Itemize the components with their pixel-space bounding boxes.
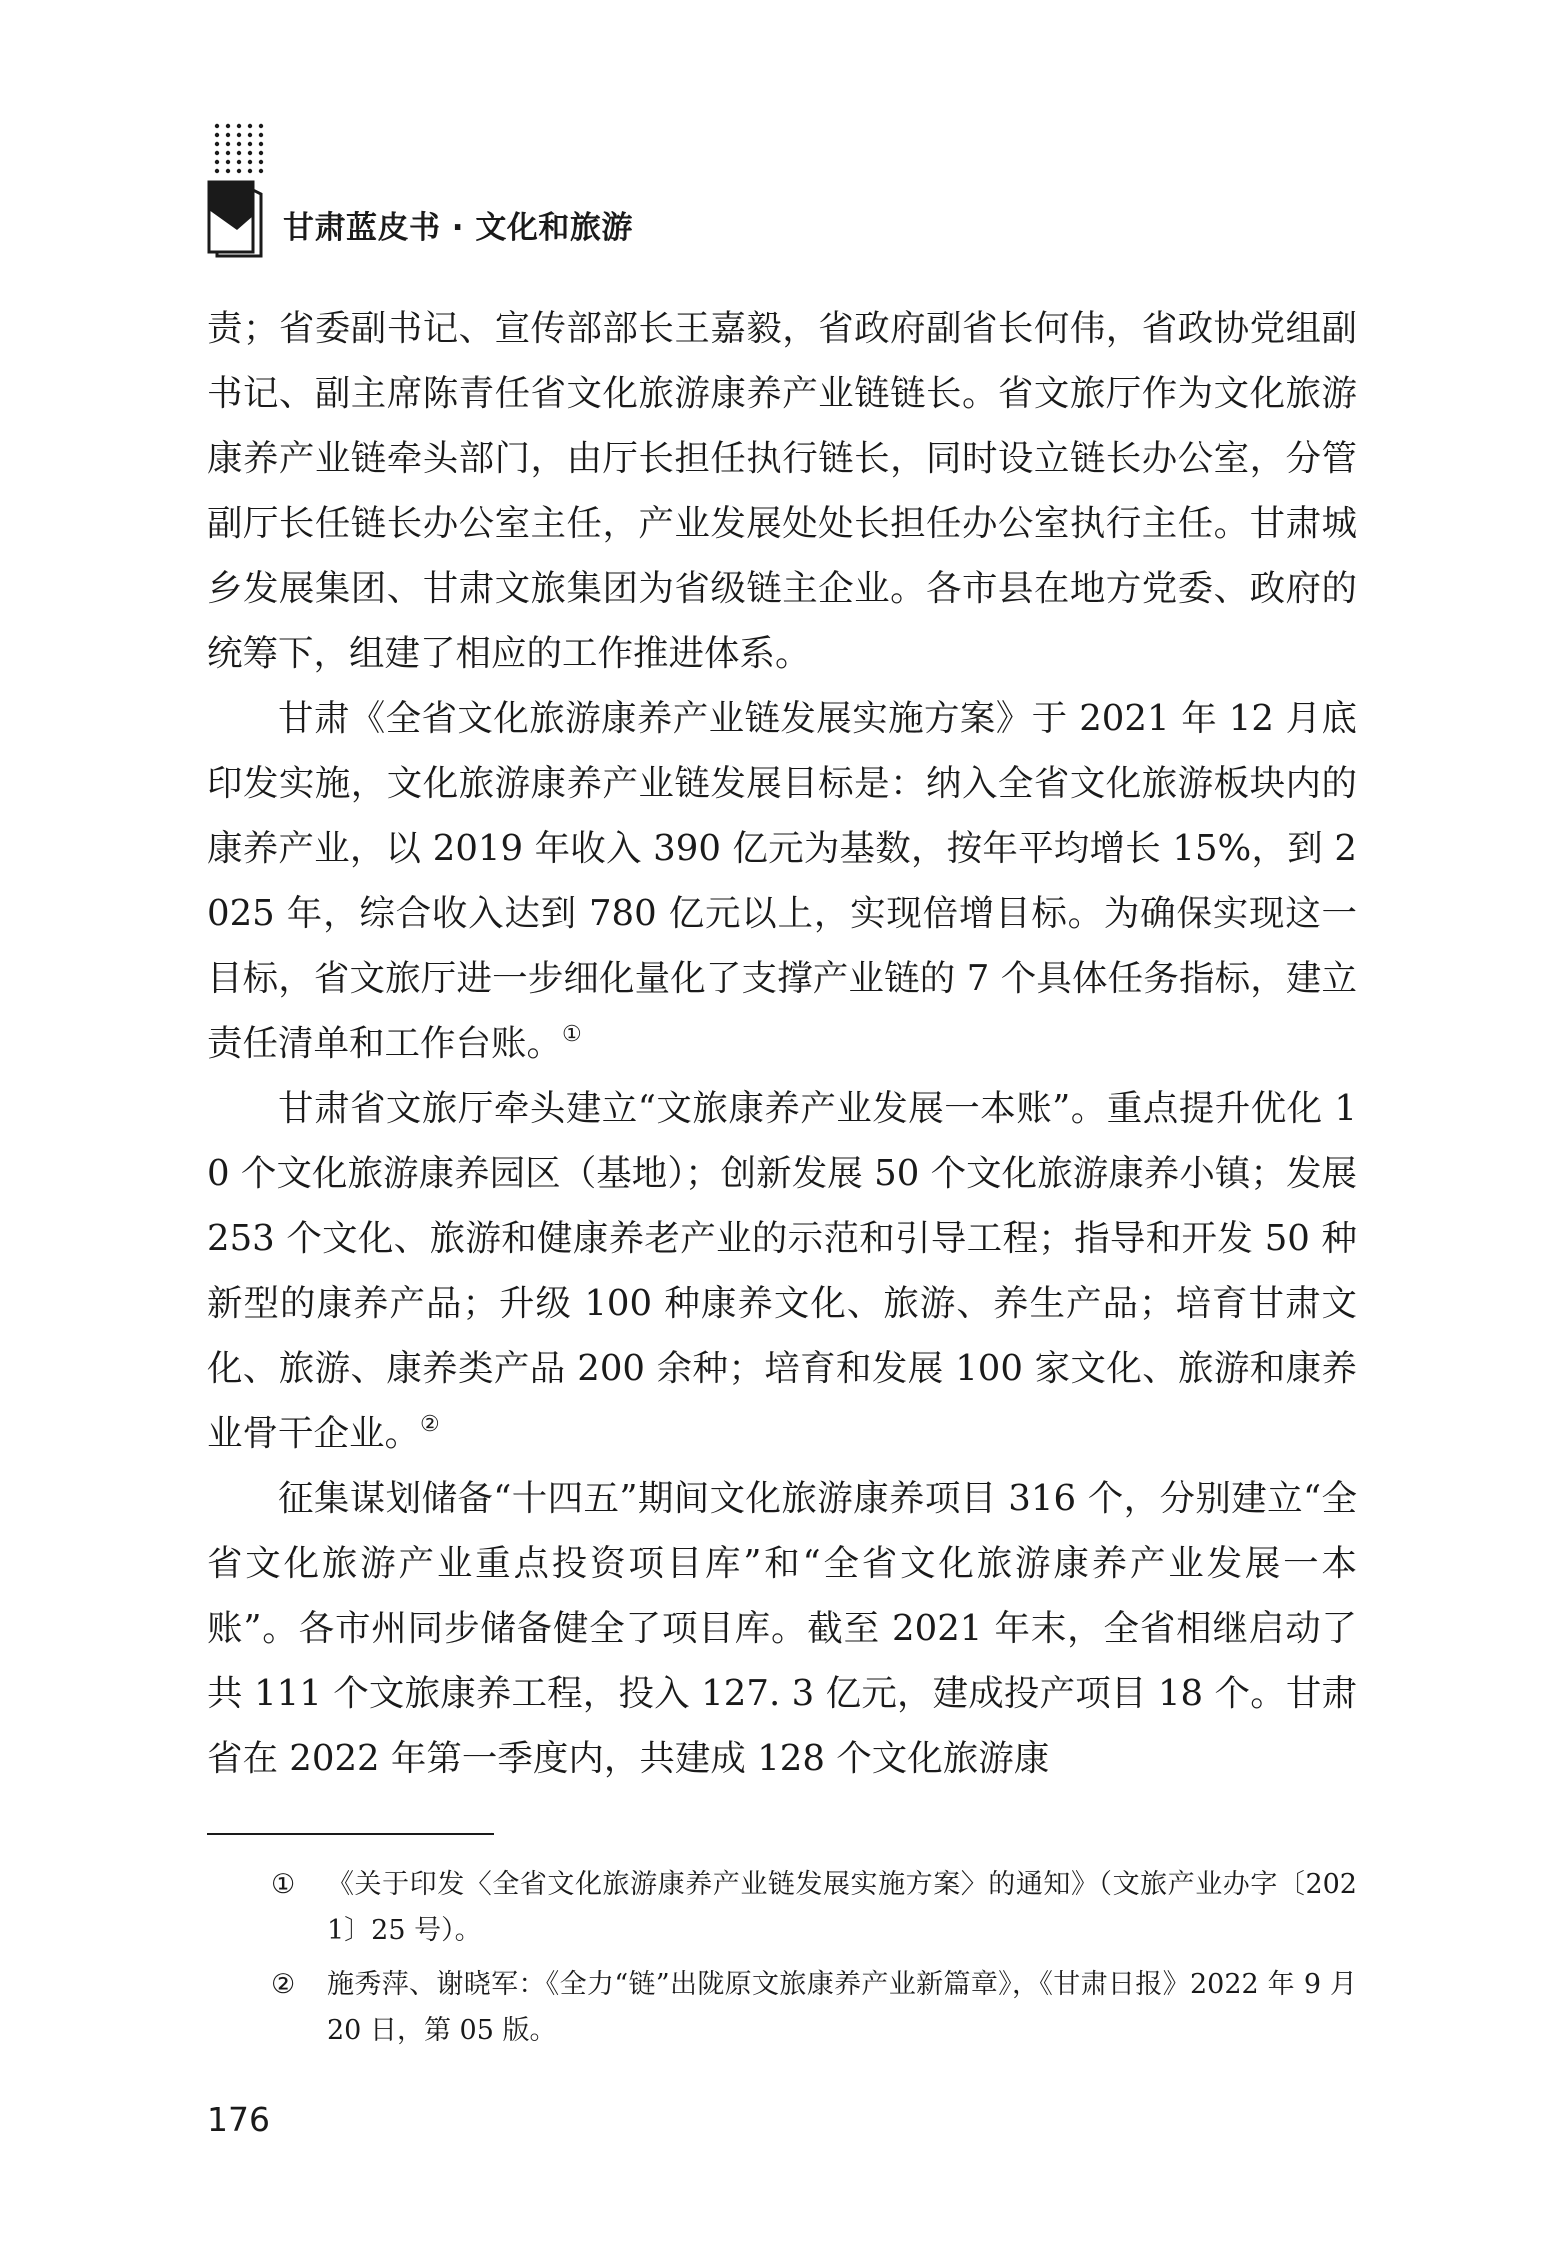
paragraph-text: 甘肃省文旅厅牵头建立“文旅康养产业发展一本账”。重点提升优化 10 个文化旅游康养园区（基地）；创新发展 50 个文化旅游康养小镇；发展 253 个文化、旅游和健康养老产业的示范和引导工程；指导和开发 50 种新型的康养产品；升级 100 种康养文化、旅游、养生产品；培育甘肃文化、旅游、康养类产品 200 余种；培育和发展 100 家文化、旅游和康养业骨干企业。 bbox=[207, 1088, 1357, 1454]
paragraph-text: 责；省委副书记、宣传部部长王嘉毅，省政府副省长何伟，省政协党组副书记、副主席陈青任省文化旅游康养产业链链长。省文旅厅作为文化旅游康养产业链牵头部门，由厅长担任执行链长，同时设立链长办公室，分管副厅长任链长办公室主任，产业发展处处长担任办公室执行主任。甘肃城乡发展集团、甘肃文旅集团为省级链主企业。各市县在地方党委、政府的统筹下，组建了相应的工作推进体系。 bbox=[207, 308, 1357, 674]
paragraph-text: 甘肃《全省文化旅游康养产业链发展实施方案》于 2021 年 12 月底印发实施，文化旅游康养产业链发展目标是：纳入全省文化旅游板块内的康养产业，以 2019 年收入 390 亿元为基数，按年平均增长 15%，到 2025 年，综合收入达到 780 亿元以上，实现倍增目标。为确保实现这一目标，省文旅厅进一步细化量化了支撑产业链的 7 个具体任务指标，建立责任清单和工作台账。 bbox=[207, 698, 1357, 1064]
folded-book-icon bbox=[207, 180, 265, 258]
footnote-divider bbox=[207, 1833, 494, 1835]
footnote-ref[interactable]: ② bbox=[420, 1412, 440, 1437]
dot-grid-icon bbox=[213, 122, 267, 176]
page-number: 176 bbox=[207, 2100, 270, 2139]
footnote-text: 《关于印发〈全省文化旅游康养产业链发展实施方案〉的通知》（文旅产业办字〔2021〕25 号）。 bbox=[327, 1869, 1357, 1946]
footnotes bbox=[207, 1862, 1357, 2062]
paragraph-text: 征集谋划储备“十四五”期间文化旅游康养项目 316 个，分别建立“全省文化旅游产业重点投资项目库”和“全省文化旅游康养产业发展一本账”。各市州同步储备健全了项目库。截至 2021 年末，全省相继启动了共 111 个文旅康养工程，投入 127. 3 亿元，建成投产项目 18 个。甘肃省在 2022 年第一季度内，共建成 128 个文化旅游康 bbox=[207, 1478, 1357, 1779]
body-text bbox=[207, 296, 1357, 1791]
footnote-mark: ① bbox=[271, 1869, 296, 1900]
paragraph bbox=[207, 1466, 1357, 1791]
footnote-ref[interactable]: ① bbox=[562, 1022, 582, 1047]
footnote-item bbox=[207, 1862, 1357, 1954]
footnote-mark: ② bbox=[271, 1969, 296, 2000]
footnote-text: 施秀萍、谢晓军：《全力“链”出陇原文旅康养产业新篇章》，《甘肃日报》2022 年 9 月 20 日，第 05 版。 bbox=[327, 1969, 1357, 2046]
header-title: 甘肃蓝皮书 · 文化和旅游 bbox=[283, 210, 633, 246]
footnote-item bbox=[207, 1962, 1357, 2054]
running-header bbox=[207, 122, 1357, 272]
paragraph bbox=[207, 1076, 1357, 1466]
paragraph bbox=[207, 296, 1357, 686]
paragraph bbox=[207, 686, 1357, 1076]
